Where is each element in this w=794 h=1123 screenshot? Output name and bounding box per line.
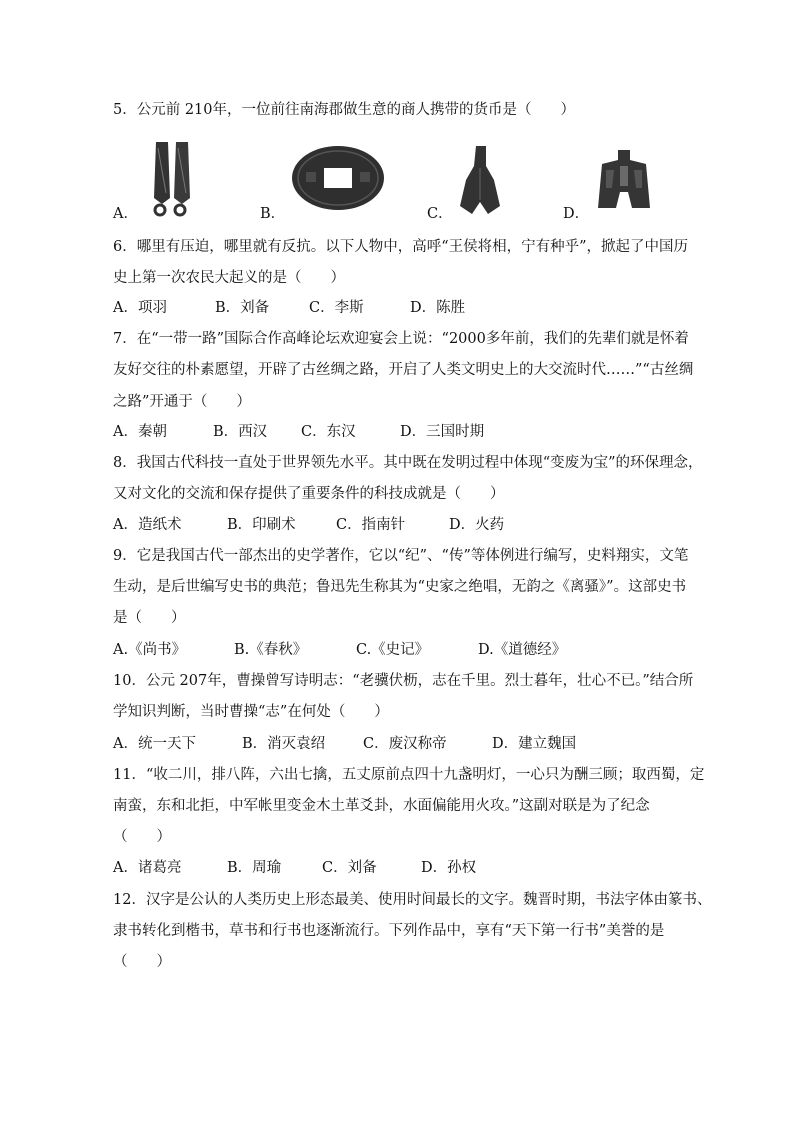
question-9-text-line-3: 是（ ） xyxy=(113,610,186,626)
hollow-spade-coin-image xyxy=(592,148,656,212)
q8-option-a: A．造纸术 xyxy=(113,517,182,533)
q6-option-b: B．刘备 xyxy=(215,300,270,316)
question-12-text-line-1: 12．汉字是公认的人类历史上形态最美、使用时间最长的文字。魏晋时期，书法字体由篆书、 xyxy=(113,892,712,908)
q10-option-a: A．统一天下 xyxy=(113,736,196,752)
q11-option-d: D．孙权 xyxy=(421,860,477,876)
question-7-text-line-1: 7．在“一带一路”国际合作高峰论坛欢迎宴会上说：“2000多年前，我们的先辈们就是怀着 xyxy=(113,331,689,347)
question-11-text-line-2: 南蛮，东和北拒，中军帐里变金木土革爻卦，水面偏能用火攻。”这副对联是为了纪念 xyxy=(113,798,650,814)
question-12-text-line-3: （ ） xyxy=(113,954,171,970)
q6-option-c: C．李斯 xyxy=(309,300,364,316)
question-10-text-line-1: 10．公元 207年，曹操曾写诗明志：“老骥伏枥，志在千里。烈士暮年，壮心不已。”结合所 xyxy=(113,673,694,689)
q8-option-d: D．火药 xyxy=(449,517,505,533)
knife-coin-image xyxy=(146,138,198,218)
q11-option-c: C．刘备 xyxy=(322,860,377,876)
q10-option-b: B．消灭袁绍 xyxy=(242,736,326,752)
q11-option-a: A．诸葛亮 xyxy=(113,860,182,876)
question-6-text-line-1: 6．哪里有压迫，哪里就有反抗。以下人物中，高呼“王侯将相，宁有种乎”，掀起了中国历 xyxy=(113,239,689,255)
spade-coin-image xyxy=(454,144,506,216)
q7-option-a: A．秦朝 xyxy=(113,424,167,440)
q5-option-b-label: B． xyxy=(260,206,286,222)
q7-option-d: D．三国时期 xyxy=(400,424,485,440)
q10-option-c: C．废汉称帝 xyxy=(363,736,447,752)
q7-option-b: B．西汉 xyxy=(213,424,268,440)
question-9-text-line-1: 9．它是我国古代一部杰出的史学著作，它以“纪”、“传”等体例进行编写，史料翔实，文笔 xyxy=(113,548,689,564)
question-8-text-line-2: 又对文化的交流和保存提供了重要条件的科技成就是（ ） xyxy=(113,486,505,502)
question-9-text-line-2: 生动，是后世编写史书的典范；鲁迅先生称其为“史家之绝唱，无韵之《离骚》”。这部史书 xyxy=(113,579,687,595)
q9-option-a: A.《尚书》 xyxy=(113,642,187,658)
question-11-text-line-3: （ ） xyxy=(113,829,171,845)
question-5-text: 5．公元前 210年，一位前往南海郡做生意的商人携带的货币是（ ） xyxy=(113,102,576,118)
q9-option-d: D.《道德经》 xyxy=(478,642,567,658)
question-10-text-line-2: 学知识判断，当时曹操“志”在何处（ ） xyxy=(113,704,389,720)
round-coin-image xyxy=(288,142,388,214)
q5-option-c-label: C． xyxy=(427,206,453,222)
q11-option-b: B．周瑜 xyxy=(227,860,282,876)
question-6-text-line-2: 史上第一次农民大起义的是（ ） xyxy=(113,270,345,286)
q8-option-b: B．印刷术 xyxy=(227,517,296,533)
q6-option-a: A．项羽 xyxy=(113,300,167,316)
q10-option-d: D．建立魏国 xyxy=(492,736,577,752)
q5-option-d-label: D． xyxy=(563,206,590,222)
question-8-text-line-1: 8．我国古代科技一直处于世界领先水平。其中既在发明过程中体现“变废为宝”的环保理念， xyxy=(113,455,703,471)
q5-option-a-label: A． xyxy=(113,206,138,222)
q9-option-c: C.《史记》 xyxy=(356,642,430,658)
question-7-text-line-3: 之路”开通于（ ） xyxy=(113,394,251,410)
question-7-text-line-2: 友好交往的朴素愿望，开辟了古丝绸之路，开启了人类文明史上的大交流时代……”“古丝绸 xyxy=(113,362,694,378)
question-12-text-line-2: 隶书转化到楷书，草书和行书也逐渐流行。下列作品中，享有“天下第一行书”美誉的是 xyxy=(113,923,665,939)
q9-option-b: B.《春秋》 xyxy=(234,642,308,658)
q6-option-d: D．陈胜 xyxy=(410,300,466,316)
q8-option-c: C．指南针 xyxy=(336,517,406,533)
q7-option-c: C．东汉 xyxy=(301,424,356,440)
question-11-text-line-1: 11．“收二川，排八阵，六出七擒，五丈原前点四十九盏明灯，一心只为酬三顾；取西蜀，定 xyxy=(113,767,705,783)
